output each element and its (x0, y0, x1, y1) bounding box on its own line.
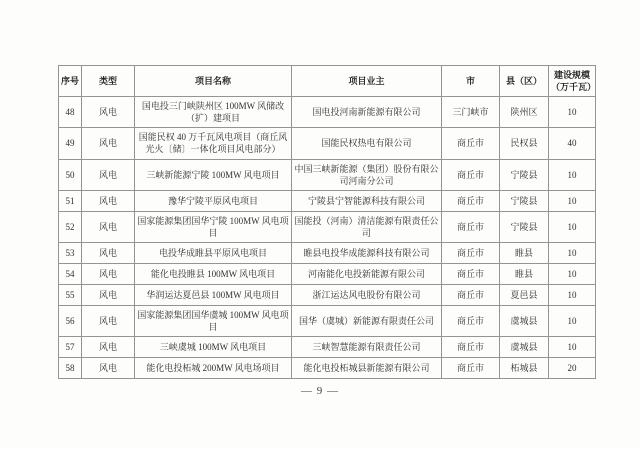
cell-name: 三峡新能源宁陵 100MW 风电项目 (135, 159, 292, 190)
cell-owner: 三峡智慧能源有限责任公司 (292, 337, 442, 358)
cell-name: 豫华宁陵平原风电项目 (135, 190, 292, 211)
cell-type: 风电 (82, 128, 135, 159)
cell-name: 能化电投柘城 200MW 风电场项目 (135, 358, 292, 379)
cell-scale: 10 (549, 264, 596, 285)
cell-city: 商丘市 (442, 190, 500, 211)
cell-county: 柘城县 (500, 358, 549, 379)
table-row (59, 337, 596, 358)
cell-scale: 20 (549, 358, 596, 379)
cell-scale: 10 (549, 337, 596, 358)
cell-name: 国家能源集团国华虞城 100MW 风电项目 (135, 306, 292, 337)
cell-county: 陕州区 (500, 97, 549, 128)
cell-name: 国能民权 40 万千瓦风电项目（商丘风光火〔储〕一体化项目风电部分） (135, 128, 292, 159)
cell-owner: 国华（虞城）新能源有限责任公司 (292, 306, 442, 337)
cell-county: 虞城县 (500, 337, 549, 358)
cell-no: 55 (59, 285, 82, 306)
cell-city: 商丘市 (442, 211, 500, 242)
cell-no: 48 (59, 97, 82, 128)
cell-type: 风电 (82, 306, 135, 337)
table-row (59, 264, 596, 285)
cell-type: 风电 (82, 190, 135, 211)
cell-scale: 10 (549, 243, 596, 264)
cell-type: 风电 (82, 211, 135, 242)
cell-name: 国家能源集团国华宁陵 100MW 风电项目 (135, 211, 292, 242)
header-city: 市 (442, 66, 500, 97)
cell-city: 商丘市 (442, 358, 500, 379)
cell-type: 风电 (82, 337, 135, 358)
cell-county: 睢县 (500, 264, 549, 285)
table-row (59, 97, 596, 128)
page-number: — 9 — (301, 385, 339, 397)
cell-county: 虞城县 (500, 306, 549, 337)
cell-city: 商丘市 (442, 128, 500, 159)
cell-owner: 浙江运达风电股份有限公司 (292, 285, 442, 306)
cell-name: 能化电投睢县 100MW 风电项目 (135, 264, 292, 285)
cell-city: 商丘市 (442, 306, 500, 337)
cell-no: 51 (59, 190, 82, 211)
cell-type: 风电 (82, 285, 135, 306)
header-county: 县（区） (500, 66, 549, 97)
cell-scale: 10 (549, 306, 596, 337)
cell-scale: 10 (549, 159, 596, 190)
table-row (59, 306, 596, 337)
cell-county: 夏邑县 (500, 285, 549, 306)
cell-city: 商丘市 (442, 285, 500, 306)
header-no: 序号 (59, 66, 82, 97)
table-row (59, 159, 596, 190)
cell-owner: 国能投（河南）清洁能源有限责任公司 (292, 211, 442, 242)
cell-name: 国电投三门峡陕州区 100MW 风储改（扩）建项目 (135, 97, 292, 128)
cell-scale: 10 (549, 285, 596, 306)
cell-owner: 国能民权热电有限公司 (292, 128, 442, 159)
cell-name: 华润运达夏邑县 100MW 风电项目 (135, 285, 292, 306)
table-row (59, 285, 596, 306)
cell-city: 商丘市 (442, 159, 500, 190)
cell-no: 49 (59, 128, 82, 159)
cell-scale: 40 (549, 128, 596, 159)
table-row (59, 128, 596, 159)
cell-name: 三峡虞城 100MW 风电项目 (135, 337, 292, 358)
cell-type: 风电 (82, 243, 135, 264)
cell-type: 风电 (82, 159, 135, 190)
header-scale: 建设规模（万千瓦） (549, 66, 596, 97)
cell-owner: 国电投河南新能源有限公司 (292, 97, 442, 128)
cell-no: 56 (59, 306, 82, 337)
cell-owner: 中国三峡新能源（集团）股份有限公司河南分公司 (292, 159, 442, 190)
table-row (59, 358, 596, 379)
cell-no: 57 (59, 337, 82, 358)
table-row (59, 243, 596, 264)
cell-owner: 睢县电投华成能源科技有限公司 (292, 243, 442, 264)
cell-city: 商丘市 (442, 264, 500, 285)
cell-county: 睢县 (500, 243, 549, 264)
table-row (59, 190, 596, 211)
table-row (59, 211, 596, 242)
cell-scale: 10 (549, 97, 596, 128)
cell-no: 50 (59, 159, 82, 190)
cell-county: 宁陵县 (500, 211, 549, 242)
header-project-name: 项目名称 (135, 66, 292, 97)
cell-owner: 河南能化电投新能源有限公司 (292, 264, 442, 285)
cell-type: 风电 (82, 97, 135, 128)
cell-county: 宁陵县 (500, 159, 549, 190)
cell-scale: 10 (549, 211, 596, 242)
header-project-owner: 项目业主 (292, 66, 442, 97)
cell-owner: 宁陵县宁智能源科技有限公司 (292, 190, 442, 211)
cell-city: 商丘市 (442, 337, 500, 358)
cell-type: 风电 (82, 358, 135, 379)
header-row (59, 66, 596, 97)
wind-projects-table (58, 65, 596, 379)
cell-no: 54 (59, 264, 82, 285)
header-type: 类型 (82, 66, 135, 97)
cell-county: 民权县 (500, 128, 549, 159)
cell-county: 宁陵县 (500, 190, 549, 211)
cell-scale: 10 (549, 190, 596, 211)
cell-no: 52 (59, 211, 82, 242)
cell-no: 58 (59, 358, 82, 379)
cell-city: 三门峡市 (442, 97, 500, 128)
cell-name: 电投华成睢县平原风电项目 (135, 243, 292, 264)
cell-no: 53 (59, 243, 82, 264)
cell-city: 商丘市 (442, 243, 500, 264)
cell-type: 风电 (82, 264, 135, 285)
cell-owner: 能化电投柘城县新能源有限公司 (292, 358, 442, 379)
